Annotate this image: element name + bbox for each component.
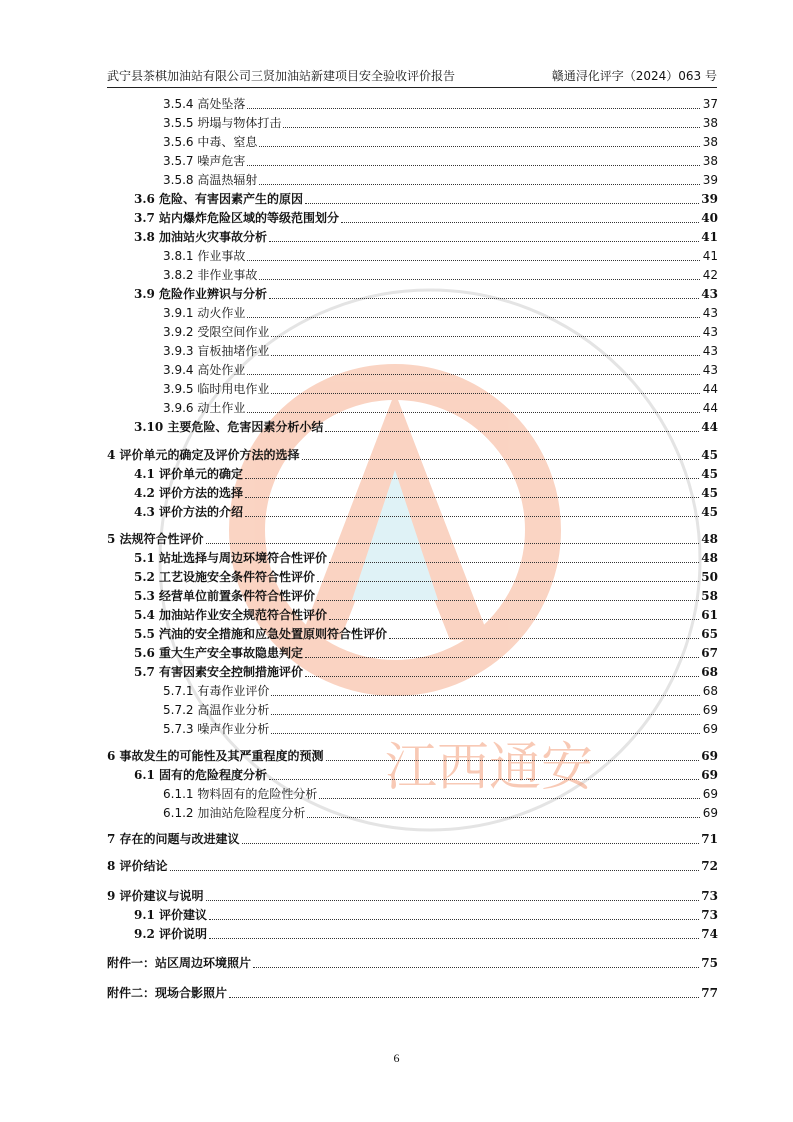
toc-entry-page: 43 [702, 363, 718, 377]
toc-entry-title: 8 评价结论 [107, 859, 168, 873]
dot-leader [229, 997, 699, 998]
toc-entry-page: 50 [701, 570, 718, 584]
toc-entry[interactable] [163, 804, 718, 821]
dot-leader [247, 260, 700, 261]
toc-entry-page: 69 [702, 722, 718, 736]
toc-entry[interactable] [163, 682, 718, 699]
toc-entry[interactable] [163, 720, 718, 737]
toc-entry[interactable] [134, 587, 718, 604]
toc-entry-page: 44 [702, 401, 718, 415]
dot-leader [283, 127, 700, 128]
toc-entry-page: 39 [701, 192, 718, 206]
toc-entry-title: 3.10 主要危险、危害因素分析小结 [134, 420, 324, 434]
toc-entry-page: 68 [702, 684, 718, 698]
toc-entry[interactable] [107, 984, 718, 1001]
toc-entry[interactable] [134, 625, 718, 642]
toc-entry-page: 73 [701, 889, 718, 903]
toc-entry-page: 43 [701, 287, 718, 301]
dot-leader [259, 146, 700, 147]
toc-entry-title: 3.9.2 受限空间作业 [163, 325, 270, 339]
toc-entry-page: 37 [702, 97, 718, 111]
toc-entry-page: 48 [701, 551, 718, 565]
toc-entry-page: 71 [701, 832, 718, 846]
toc-entry[interactable] [134, 568, 718, 585]
toc-entry-page: 41 [702, 249, 718, 263]
toc-entry-title: 5 法规符合性评价 [107, 532, 204, 546]
toc-entry-title: 5.7.3 噪声作业分析 [163, 722, 270, 736]
toc-entry-page: 45 [701, 467, 718, 481]
dot-leader [319, 798, 700, 799]
toc-entry[interactable] [163, 701, 718, 718]
toc-entry-title: 6 事故发生的可能性及其严重程度的预测 [107, 749, 324, 763]
toc-entry-page: 43 [702, 306, 718, 320]
toc-entry-title: 3.7 站内爆炸危险区域的等级范围划分 [134, 211, 340, 225]
toc-entry-title: 7 存在的问题与改进建议 [107, 832, 240, 846]
toc-entry-title: 3.9.6 动土作业 [163, 401, 246, 415]
toc-entry-title: 3.8.2 非作业事故 [163, 268, 258, 282]
dot-leader [389, 638, 699, 639]
toc-entry-title: 3.5.8 高温热辐射 [163, 173, 258, 187]
toc-entry-page: 72 [701, 859, 718, 873]
dot-leader [269, 241, 699, 242]
dot-leader [253, 967, 699, 968]
toc-entry-page: 43 [702, 325, 718, 339]
toc-entry[interactable] [107, 954, 718, 971]
toc-entry[interactable] [107, 830, 718, 847]
dot-leader [259, 184, 700, 185]
dot-leader [305, 657, 699, 658]
toc-entry[interactable] [134, 418, 718, 435]
toc-entry[interactable] [134, 285, 718, 302]
toc-entry-title: 9 评价建议与说明 [107, 889, 204, 903]
toc-entry-page: 69 [701, 749, 718, 763]
toc-entry-title: 6.1.1 物料固有的危险性分析 [163, 787, 318, 801]
toc-entry-title: 4 评价单元的确定及评价方法的选择 [107, 448, 300, 462]
toc-entry[interactable] [163, 152, 718, 169]
dot-leader [305, 203, 699, 204]
toc-entry[interactable] [134, 663, 718, 680]
toc-entry[interactable] [163, 399, 718, 416]
toc-entry[interactable] [107, 446, 718, 463]
toc-entry[interactable] [134, 228, 718, 245]
toc-entry[interactable] [163, 266, 718, 283]
toc-entry-page: 74 [701, 927, 718, 941]
dot-leader [271, 733, 700, 734]
dot-leader [329, 562, 699, 563]
toc-entry-title: 5.7 有害因素安全控制措施评价 [134, 665, 304, 679]
toc-entry-page: 38 [702, 116, 718, 130]
toc-entry-title: 5.7.2 高温作业分析 [163, 703, 270, 717]
toc-entry[interactable] [134, 644, 718, 661]
dot-leader [302, 459, 700, 460]
toc-entry-title: 3.5.7 噪声危害 [163, 154, 246, 168]
page-number: 6 [393, 1051, 400, 1065]
toc-entry[interactable] [134, 484, 718, 501]
toc-entry[interactable] [107, 747, 718, 764]
dot-leader [247, 165, 700, 166]
dot-leader [329, 619, 699, 620]
toc-entry[interactable] [163, 247, 718, 264]
toc-entry[interactable] [163, 95, 718, 112]
toc-entry[interactable] [163, 304, 718, 321]
dot-leader [305, 676, 699, 677]
toc-entry[interactable] [134, 465, 718, 482]
toc-entry-page: 67 [701, 646, 718, 660]
dot-leader [307, 817, 700, 818]
toc-entry-page: 73 [701, 908, 718, 922]
toc-entry[interactable] [163, 133, 718, 150]
dot-leader [206, 900, 700, 901]
dot-leader [271, 714, 700, 715]
dot-leader [269, 779, 699, 780]
dot-leader [245, 497, 699, 498]
toc-entry-title: 3.9.5 临时用电作业 [163, 382, 270, 396]
dot-leader [242, 843, 700, 844]
dot-leader [271, 393, 700, 394]
report-number: 赣通浔化评字（2024）063 号 [551, 69, 717, 83]
toc-entry-page: 61 [701, 608, 718, 622]
toc-entry[interactable] [134, 209, 718, 226]
toc-entry-page: 75 [701, 956, 718, 970]
toc-entry-title: 3.5.4 高处坠落 [163, 97, 246, 111]
dot-leader [271, 336, 700, 337]
toc-entry[interactable] [107, 887, 718, 904]
toc-entry[interactable] [163, 380, 718, 397]
toc-entry-page: 68 [701, 665, 718, 679]
dot-leader [247, 412, 700, 413]
toc-entry-title: 4.3 评价方法的介绍 [134, 505, 244, 519]
toc-entry-page: 45 [701, 505, 718, 519]
toc-entry-page: 43 [702, 344, 718, 358]
toc-entry-page: 69 [702, 787, 718, 801]
toc-entry-title: 5.5 汽油的安全措施和应急处置原则符合性评价 [134, 627, 388, 641]
toc-entry-title: 5.3 经营单位前置条件符合性评价 [134, 589, 316, 603]
dot-leader [341, 222, 699, 223]
toc-entry-title: 3.9 危险作业辨识与分析 [134, 287, 268, 301]
toc-entry-page: 45 [701, 486, 718, 500]
dot-leader [245, 516, 699, 517]
toc-entry-title: 6.1.2 加油站危险程度分析 [163, 806, 306, 820]
dot-leader [247, 374, 700, 375]
toc-entry-title: 3.9.1 动火作业 [163, 306, 246, 320]
toc-entry[interactable] [163, 323, 718, 340]
toc-entry-page: 48 [701, 532, 718, 546]
toc-entry-page: 69 [701, 768, 718, 782]
toc-entry-title: 5.6 重大生产安全事故隐患判定 [134, 646, 304, 660]
dot-leader [247, 317, 700, 318]
toc-entry-title: 3.5.5 坍塌与物体打击 [163, 116, 282, 130]
toc-entry[interactable] [163, 785, 718, 802]
toc-entry-title: 4.1 评价单元的确定 [134, 467, 244, 481]
toc-entry-page: 39 [702, 173, 718, 187]
toc-entry-title: 附件一：站区周边环境照片 [107, 956, 252, 970]
toc-entry-page: 44 [702, 382, 718, 396]
toc-entry-title: 5.1 站址选择与周边环境符合性评价 [134, 551, 328, 565]
toc-entry[interactable] [163, 114, 718, 131]
dot-leader [259, 279, 700, 280]
toc-entry[interactable] [134, 503, 718, 520]
report-title: 武宁县茶棋加油站有限公司三贤加油站新建项目安全验收评价报告 [107, 69, 456, 83]
toc-entry[interactable] [163, 342, 718, 359]
dot-leader [325, 431, 699, 432]
watermark-text: 江西通安 [385, 738, 594, 798]
toc-entry-title: 6.1 固有的危险程度分析 [134, 768, 268, 782]
dot-leader [271, 695, 700, 696]
dot-leader [245, 478, 699, 479]
toc-entry-page: 42 [702, 268, 718, 282]
toc-entry[interactable] [134, 549, 718, 566]
toc-entry[interactable] [134, 606, 718, 623]
toc-entry-page: 58 [701, 589, 718, 603]
toc-entry[interactable] [163, 171, 718, 188]
toc-entry-page: 38 [702, 154, 718, 168]
toc-entry[interactable] [134, 925, 718, 942]
toc-entry[interactable] [134, 906, 718, 923]
toc-entry[interactable] [107, 857, 718, 874]
toc-entry-title: 3.6 危险、有害因素产生的原因 [134, 192, 304, 206]
dot-leader [247, 108, 700, 109]
toc-entry-page: 38 [702, 135, 718, 149]
toc-entry-page: 41 [701, 230, 718, 244]
dot-leader [326, 760, 700, 761]
toc-entry-page: 45 [701, 448, 718, 462]
dot-leader [317, 581, 699, 582]
toc-entry-title: 5.7.1 有毒作业评价 [163, 684, 270, 698]
dot-leader [269, 298, 699, 299]
toc-entry-title: 3.5.6 中毒、窒息 [163, 135, 258, 149]
toc-entry-title: 5.2 工艺设施安全条件符合性评价 [134, 570, 316, 584]
toc-entry-title: 4.2 评价方法的选择 [134, 486, 244, 500]
toc-entry-page: 65 [701, 627, 718, 641]
toc-entry-page: 40 [701, 211, 718, 225]
dot-leader [209, 919, 699, 920]
toc-entry-title: 3.8.1 作业事故 [163, 249, 246, 263]
toc-entry-page: 44 [701, 420, 718, 434]
dot-leader [271, 355, 700, 356]
toc-entry-title: 3.9.4 高处作业 [163, 363, 246, 377]
toc-entry-title: 3.9.3 盲板抽堵作业 [163, 344, 270, 358]
toc-entry-title: 附件二：现场合影照片 [107, 986, 228, 1000]
dot-leader [209, 938, 699, 939]
dot-leader [206, 543, 700, 544]
toc-entry-page: 77 [701, 986, 718, 1000]
toc-entry-title: 9.1 评价建议 [134, 908, 208, 922]
toc-entry-title: 5.4 加油站作业安全规范符合性评价 [134, 608, 328, 622]
toc-entry-title: 9.2 评价说明 [134, 927, 208, 941]
toc-entry-page: 69 [702, 703, 718, 717]
toc-entry[interactable] [107, 530, 718, 547]
toc-entry[interactable] [163, 361, 718, 378]
toc-entry-page: 69 [702, 806, 718, 820]
toc-entry[interactable] [134, 766, 718, 783]
toc-entry-title: 3.8 加油站火灾事故分析 [134, 230, 268, 244]
dot-leader [170, 870, 700, 871]
dot-leader [317, 600, 699, 601]
toc-entry[interactable] [134, 190, 718, 207]
